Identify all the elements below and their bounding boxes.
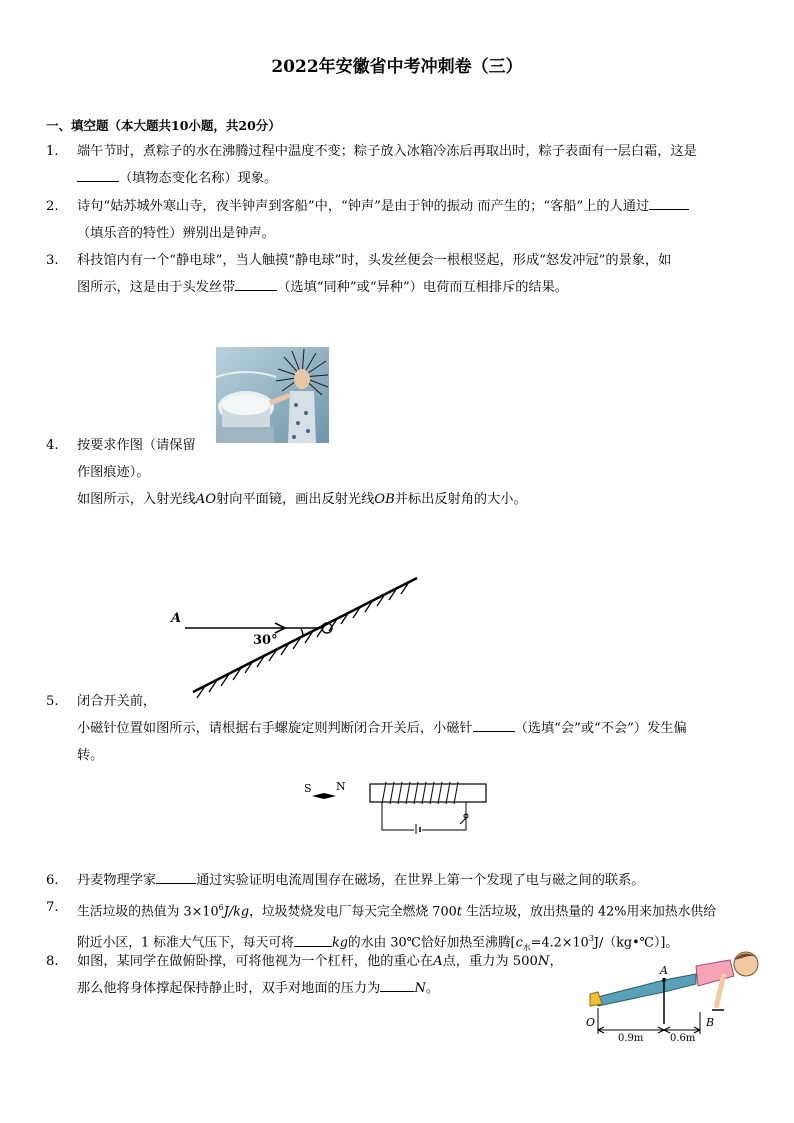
question-text: ， [549,954,563,969]
point-a-label: A [171,611,182,626]
question-text: ，垃圾焚烧发电厂每天完全燃烧 700 [249,904,457,920]
question-text: 小磁针位置如图所示，请根据右手螺旋定则判断闭合开关后，小磁针 [77,721,473,736]
question-text: 转。 [77,748,104,763]
question-text: 科技馆内有一个“静电球”，当人触摸“静电球”时，头发丝便会一根根竖起，形成“怒发冲冠”的景象，如 [77,253,672,268]
static-ball-photo [216,347,329,443]
question-text: （选填“同种”或“异种”）电荷而互相排斥的结果。 [277,280,568,295]
point-o-label: O [586,1016,596,1029]
exponent: 3 [588,934,594,944]
question-text: 按要求作图（请保留 [77,438,196,453]
answer-blank[interactable] [473,717,515,732]
question-text: =4.2×10 [530,935,589,951]
answer-blank[interactable] [649,195,689,210]
distance-label-oa: 0.9m [618,1033,644,1044]
question-text: 生活垃圾的热值为 3×10 [77,904,219,920]
question-text: 通过实验证明电流周围存在磁场，在世界上第一个发现了电与磁之间的联系。 [196,873,645,888]
question-number: 4. [46,438,59,453]
question-number: 3. [46,253,59,268]
question-number: 2. [46,199,59,214]
subscript: 水 [522,943,531,953]
question-text: 丹麦物理学家 [77,873,157,888]
question-text: 那么他将身体撑起保持静止时，双手对地面的压力为 [77,981,381,996]
section-heading: 一、填空题（本大题共10小题，共20分） [46,118,281,133]
unit: kg [331,935,348,951]
question-text: 的水由 30℃恰好加热至沸腾[ [347,935,516,951]
unit: t [456,904,462,920]
north-pole-label: N [336,780,346,793]
symbol: c [515,935,523,951]
question-text: 射向平面镜，画出反射光线 [216,492,375,507]
question-text: J/（kg•℃）]。 [593,935,679,951]
question-number: 6. [46,873,59,888]
question-text: 如图，某同学在做俯卧撑，可将他视为一个杠杆，他的重心在 [77,954,434,969]
unit: N [537,954,550,969]
question-text: 图所示，这是由于头发丝带 [77,280,236,295]
question-text: 闭合开关前， [77,694,157,709]
ray-label: OB [374,492,395,507]
south-pole-label: S [304,782,312,795]
question-text: 点，重力为 500 [442,954,538,969]
question-text: （填物态变化名称）现象。 [119,171,278,186]
question-text: 。 [425,981,440,996]
mirror-diagram [165,572,425,700]
question-number: 5. [46,694,59,709]
question-number: 1. [46,144,59,159]
question-number: 7. [46,900,59,915]
question-text: （填乐音的特性）辨别出是钟声。 [77,226,275,241]
answer-blank[interactable] [235,276,277,291]
question-text: 诗句“姑苏城外寒山寺，夜半钟声到客船”中，“钟声”是由于钟的振动 而产生的；“客船”上的人通过 [77,199,650,214]
question-text: 附近小区，1 标准大气压下，每天可将 [77,935,294,951]
page-title: 2022年安徽省中考冲刺卷（三） [271,57,523,77]
question-text: 如图所示，入射光线 [77,492,196,507]
angle-label: 30° [253,633,278,648]
question-text: 生活垃圾，放出热量的 42%用来加热水供给 [461,904,717,920]
answer-blank[interactable] [380,977,414,992]
point-a-label: A [660,964,668,977]
question-text: 并标出反射角的大小。 [394,492,527,507]
point-label: A [433,954,443,969]
question-text: 作图痕迹）。 [77,465,150,480]
ray-label: AO [195,492,217,507]
question-text: 端午节时，煮粽子的水在沸腾过程中温度不变；粽子放入冰箱冷冻后再取出时，粽子表面有一层白霜，这是 [77,144,697,159]
pushup-lever-diagram [584,950,770,1044]
solenoid-circuit-diagram [300,772,496,836]
question-text: （选填“会”或“不会”）发生偏 [514,721,687,736]
unit: N [414,981,426,996]
point-b-label: B [706,1016,715,1029]
answer-blank[interactable] [156,869,196,884]
distance-label-ab: 0.6m [670,1033,696,1044]
question-number: 8. [46,954,59,969]
exponent: 6 [218,903,224,912]
answer-blank[interactable] [77,167,119,182]
answer-blank[interactable] [294,932,332,947]
unit: J/kg [223,904,250,920]
